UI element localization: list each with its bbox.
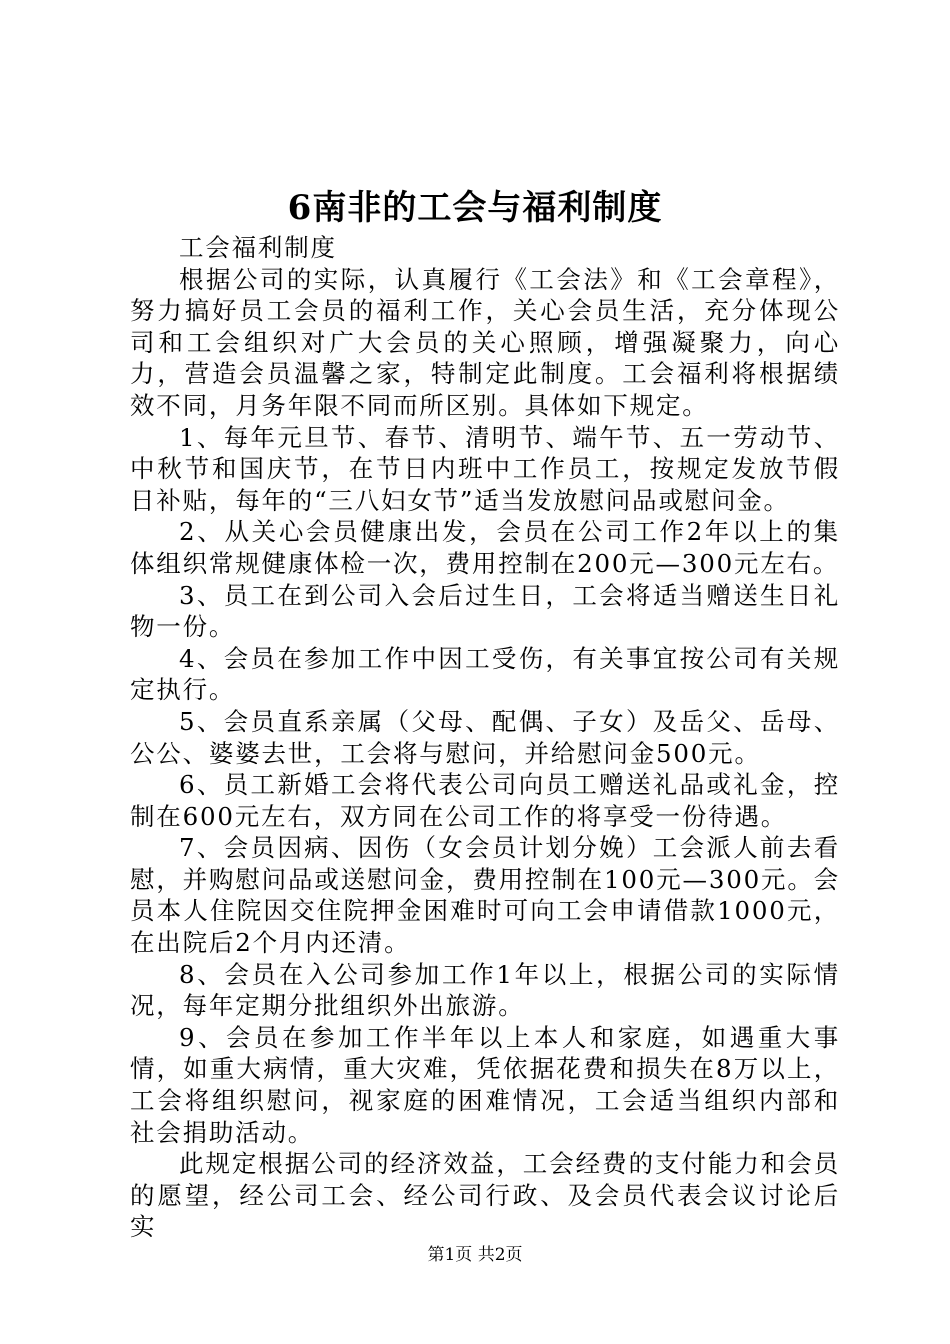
rule-item-7: 7、会员因病、因伤（女会员计划分娩）工会派人前去看慰，并购慰问品或送慰问金，费用控制在100元—300元。会员本人住院因交住院押金困难时可向工会申请借款1000元，在出院后2个月内还清。 — [130, 833, 840, 958]
rule-item-6: 6、员工新婚工会将代表公司向员工赠送礼品或礼金，控制在600元左右，双方同在公司工作的将享受一份待遇。 — [130, 770, 840, 831]
rule-item-9: 9、会员在参加工作半年以上本人和家庭，如遇重大事情，如重大病情，重大灾难，凭依据花费和损失在8万以上，工会将组织慰问，视家庭的困难情况，工会适当组织内部和社会捐助活动。 — [130, 1022, 840, 1147]
rule-item-5: 5、会员直系亲属（父母、配偶、子女）及岳父、岳母、公公、婆婆去世，工会将与慰问，并给慰问金500元。 — [130, 706, 840, 768]
section-heading: 工会福利制度 — [179, 233, 337, 262]
rule-item-8: 8、会员在入公司参加工作1年以上，根据公司的实际情况，每年定期分批组织外出旅游。 — [130, 959, 840, 1021]
document-title: 6南非的工会与福利制度 — [287, 188, 663, 228]
closing-paragraph: 此规定根据公司的经济效益，工会经费的支付能力和会员的愿望，经公司工会、经公司行政、及会员代表会议讨论后实 — [130, 1149, 840, 1242]
intro-paragraph: 根据公司的实际，认真履行《工会法》和《工会章程》，努力搞好员工会员的福利工作，关心会员生活，充分体现公司和工会组织对广大会员的关心照顾，增强凝聚力，向心力，营造会员温馨之家，特制定此制度。工会福利将根据绩效不同，月务年限不同而所区别。具体如下规定。 — [130, 264, 840, 420]
document-body — [130, 232, 840, 1243]
rule-item-1: 1、每年元旦节、春节、清明节、端午节、五一劳动节、中秋节和国庆节，在节日内班中工作员工，按规定发放节假日补贴，每年的“三八妇女节”适当发放慰问品或慰问金。 — [130, 422, 840, 515]
rule-item-2: 2、从关心会员健康出发，会员在公司工作2年以上的集体组织常规健康体检一次，费用控制在200元—300元左右。 — [130, 517, 840, 578]
page-indicator: 第1页 共2页 — [427, 1245, 523, 1265]
rule-item-3: 3、员工在到公司入会后过生日，工会将适当赠送生日礼物一份。 — [130, 580, 840, 642]
rule-item-4: 4、会员在参加工作中因工受伤，有关事宜按公司有关规定执行。 — [130, 643, 840, 705]
